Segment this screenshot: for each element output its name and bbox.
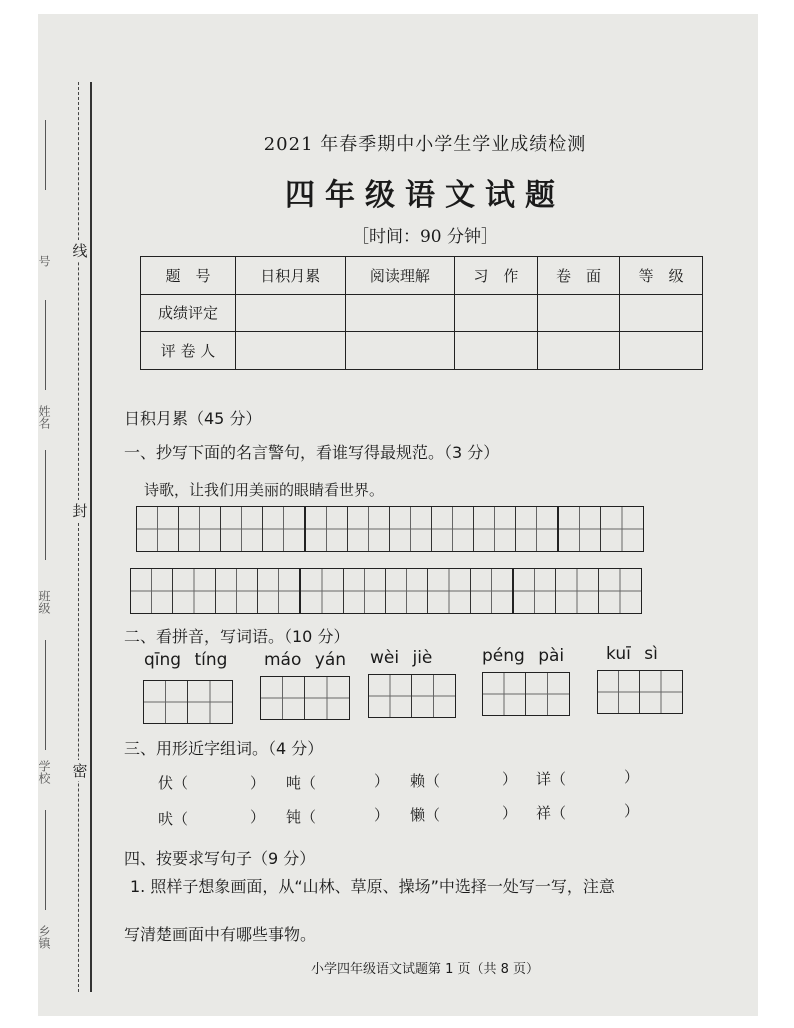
grid-cell[interactable] [428,569,470,613]
grid-cell[interactable] [131,569,173,613]
score-table-row [141,332,703,370]
exam-subtitle: 2021 年春季期中小学生学业成绩检测 [263,134,587,155]
binding-dashed-line [78,82,79,992]
pinyin-grid-2[interactable] [260,676,350,720]
grid-cell[interactable] [261,677,305,719]
side-label-school: 学校 [37,760,51,784]
char-prompt: 懒（ [410,806,441,824]
score-cell[interactable] [455,294,538,332]
pinyin-grid-4[interactable] [482,672,570,716]
score-cell[interactable] [620,294,703,332]
binding-word-mi: 密 [70,760,90,781]
grid-cell[interactable] [216,569,258,613]
score-cell[interactable] [236,332,346,370]
grid-cell[interactable] [598,671,640,713]
score-cell[interactable] [345,294,455,332]
score-cell[interactable] [345,332,455,370]
question-4-line-1: 1. 照样子想象画面，从“山林、草原、操场”中选择一处写一写，注意 [130,877,615,896]
table-header-cell: 阅读理解 [345,257,455,295]
grid-cell[interactable] [263,507,306,551]
grid-cell[interactable] [390,507,432,551]
table-header-cell: 等 级 [620,257,703,295]
close-paren: ） [250,808,266,826]
close-paren: ） [374,772,390,790]
grid-cell[interactable] [601,507,643,551]
grid-cell[interactable] [483,673,526,715]
char-prompt: 祥（ [536,804,567,822]
pinyin-grid-3[interactable] [368,674,456,718]
close-paren: ） [502,770,518,788]
grid-cell[interactable] [471,569,514,613]
grid-cell[interactable] [137,507,179,551]
binding-word-feng: 封 [70,500,90,521]
grid-cell[interactable] [221,507,263,551]
binding-solid-line [90,82,92,992]
exam-title: 四年级语文试题 [285,178,565,213]
close-paren: ） [250,774,266,792]
char-prompt: 伏（ [158,774,189,792]
page-footer: 小学四年级语文试题第 1 页（共 8 页） [310,962,540,977]
grid-cell[interactable] [412,675,455,717]
side-fill-line [45,450,46,560]
question-1-title: 一、抄写下面的名言警句，看谁写得最规范。（3 分） [124,443,500,462]
question-1-sentence: 诗歌，让我们用美丽的眼睛看世界。 [144,481,385,499]
side-fill-line [45,300,46,390]
char-prompt: 赖（ [410,772,441,790]
grid-cell[interactable] [173,569,215,613]
char-prompt: 吨（ [286,774,317,792]
table-header-cell: 习 作 [455,257,538,295]
score-table [140,256,703,370]
section-heading: 日积月累（45 分） [124,409,262,428]
row-label: 成绩评定 [141,294,236,332]
row-label: 评 卷 人 [141,332,236,370]
grid-cell[interactable] [348,507,390,551]
grid-cell[interactable] [474,507,516,551]
score-cell[interactable] [537,332,620,370]
grid-cell[interactable] [386,569,428,613]
table-header-cell: 题 号 [141,257,236,295]
side-label-number: 号 [37,255,51,267]
grid-cell[interactable] [556,569,598,613]
grid-cell[interactable] [344,569,386,613]
grid-cell[interactable] [258,569,301,613]
grid-cell[interactable] [306,507,348,551]
score-cell[interactable] [236,294,346,332]
side-fill-line [45,810,46,910]
grid-cell[interactable] [179,507,221,551]
close-paren: ） [502,804,518,822]
pinyin-grid-1[interactable] [143,680,233,724]
grid-cell[interactable] [188,681,232,723]
char-prompt: 吠（ [158,810,189,828]
grid-cell[interactable] [526,673,569,715]
score-cell[interactable] [620,332,703,370]
question-3-title: 三、用形近字组词。（4 分） [124,739,324,758]
pinyin-4: péng pài [482,646,565,666]
close-paren: ） [374,806,390,824]
score-cell[interactable] [537,294,620,332]
question-4-line-2: 写清楚画面中有哪些事物。 [124,925,317,944]
grid-cell[interactable] [432,507,474,551]
pinyin-2: máo yán [264,650,347,670]
table-header-cell: 日积月累 [236,257,346,295]
side-label-class: 班级 [37,590,51,614]
char-prompt: 钝（ [286,808,317,826]
side-label-name: 姓名 [37,405,51,429]
close-paren: ） [624,802,640,820]
grid-cell[interactable] [305,677,349,719]
grid-cell[interactable] [640,671,682,713]
pinyin-1: qīng tíng [144,650,228,670]
binding-word-xian: 线 [70,240,90,261]
grid-cell[interactable] [514,569,556,613]
grid-cell[interactable] [559,507,601,551]
close-paren: ） [624,768,640,786]
writing-grid-row-1[interactable] [136,506,644,552]
char-prompt: 详（ [536,770,567,788]
score-cell[interactable] [455,332,538,370]
grid-cell[interactable] [144,681,188,723]
exam-time: ［时间：90 分钟］ [351,227,499,247]
side-label-town: 乡镇 [37,925,51,949]
pinyin-5: kuī sì [606,644,658,664]
score-table-row [141,294,703,332]
writing-grid-row-2[interactable] [130,568,642,614]
grid-cell[interactable] [516,507,559,551]
question-2-title: 二、看拼音，写词语。（10 分） [124,627,350,646]
grid-cell[interactable] [301,569,343,613]
side-fill-line [45,120,46,190]
pinyin-3: wèi jiè [370,648,433,668]
question-4-title: 四、按要求写句子（9 分） [124,849,316,868]
table-header-cell: 卷 面 [537,257,620,295]
pinyin-grid-5[interactable] [597,670,683,714]
side-fill-line [45,640,46,750]
grid-cell[interactable] [369,675,412,717]
grid-cell[interactable] [599,569,641,613]
score-table-header-row [141,257,703,295]
